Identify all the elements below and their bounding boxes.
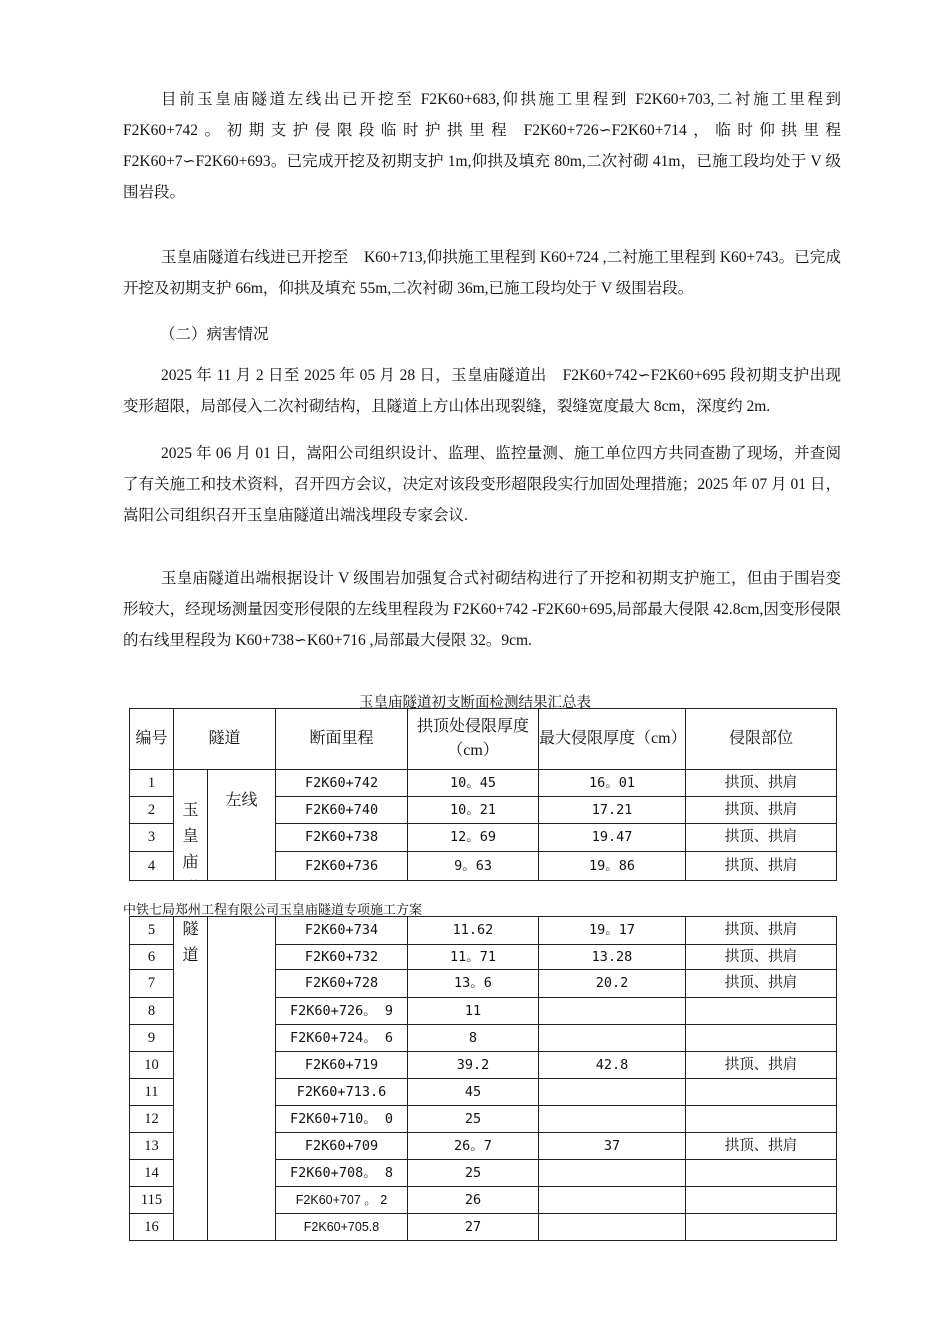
row-part: 拱顶、拱肩 (686, 824, 837, 852)
page-footer: 中铁七局郑州工程有限公司玉皇庙隧道专项施工方案 (123, 902, 423, 917)
row-max: 17.21 (539, 797, 686, 824)
line-name-cell: 左线 (208, 770, 276, 881)
row-crown: 27 (408, 1214, 539, 1241)
row-max: 16。01 (539, 770, 686, 797)
row-max: 19.47 (539, 824, 686, 852)
row-part: 拱顶、拱肩 (686, 797, 837, 824)
row-section: F2K60+709 (276, 1133, 408, 1160)
row-crown: 26。7 (408, 1133, 539, 1160)
row-crown: 25 (408, 1106, 539, 1133)
row-part (686, 1160, 837, 1187)
row-part: 拱顶、拱肩 (686, 1052, 837, 1079)
tunnel-name-cell: 玉皇庙 (174, 770, 208, 881)
paragraph-defect-description: 2025 年 11 月 2 日至 2025 年 05 月 28 日，玉皇庙隧道出 F2K60+742∽F2K60+695 段初期支护出现变形超限，局部侵入二次衬砌结构，且隧道上方山体出现裂缝，裂缝宽度最大 8cm，深度约 2m. (123, 367, 841, 415)
table-title: 玉皇庙隧道初支断面检测结果汇总表 (359, 695, 591, 711)
row-section: F2K60+705.8 (276, 1214, 408, 1241)
row-crown: 13。6 (408, 970, 539, 998)
header-section: 断面里程 (276, 709, 408, 770)
row-crown: 10。21 (408, 797, 539, 824)
row-part: 拱顶、拱肩 (686, 1133, 837, 1160)
row-no: 2 (130, 797, 174, 824)
header-part: 侵限部位 (686, 709, 837, 770)
header-no: 编号 (130, 709, 174, 770)
tunnel-name-continued-cell: 隧道 (174, 917, 208, 1241)
row-section: F2K60+732 (276, 945, 408, 970)
row-section: F2K60+742 (276, 770, 408, 797)
row-max (539, 1106, 686, 1133)
row-part: 拱顶、拱肩 (686, 770, 837, 797)
row-crown: 8 (408, 1025, 539, 1052)
row-part (686, 1106, 837, 1133)
row-no: 1 (130, 770, 174, 797)
row-part (686, 1025, 837, 1052)
row-part (686, 1187, 837, 1214)
row-max (539, 1160, 686, 1187)
row-max: 13.28 (539, 945, 686, 970)
row-max: 19。86 (539, 852, 686, 881)
row-no: 115 (130, 1187, 174, 1214)
header-crown-thickness: 拱顶处侵限厚度（cm） (408, 709, 539, 770)
inspection-table-part1 (129, 708, 837, 881)
row-crown: 10。45 (408, 770, 539, 797)
row-no: 13 (130, 1133, 174, 1160)
row-section: F2K60+719 (276, 1052, 408, 1079)
row-max: 37 (539, 1133, 686, 1160)
row-section: F2K60+726。 9 (276, 998, 408, 1025)
row-section: F2K60+713.6 (276, 1079, 408, 1106)
row-max (539, 1187, 686, 1214)
header-max-thickness: 最大侵限厚度（cm） (539, 709, 686, 770)
row-max: 42.8 (539, 1052, 686, 1079)
row-crown: 12。69 (408, 824, 539, 852)
row-no: 14 (130, 1160, 174, 1187)
row-max (539, 1214, 686, 1241)
row-no: 10 (130, 1052, 174, 1079)
row-no: 4 (130, 852, 174, 881)
inspection-table-part2 (129, 916, 837, 1241)
row-no: 11 (130, 1079, 174, 1106)
row-part (686, 1214, 837, 1241)
row-no: 9 (130, 1025, 174, 1052)
row-part (686, 1079, 837, 1106)
row-max: 20.2 (539, 970, 686, 998)
row-no: 8 (130, 998, 174, 1025)
row-crown: 26 (408, 1187, 539, 1214)
header-tunnel: 隧道 (174, 709, 276, 770)
row-crown: 45 (408, 1079, 539, 1106)
row-section: F2K60+738 (276, 824, 408, 852)
row-no: 12 (130, 1106, 174, 1133)
row-section: F2K60+708。 8 (276, 1160, 408, 1187)
row-part: 拱顶、拱肩 (686, 917, 837, 945)
row-crown: 11.62 (408, 917, 539, 945)
row-part: 拱顶、拱肩 (686, 852, 837, 881)
paragraph-inspection-meeting: 2025 年 06 月 01 日，嵩阳公司组织设计、监理、监控量测、施工单位四方共同查勘了现场，并查阅了有关施工和技术资料，召开四方会议，决定对该段变形超限段实行加固处理措施；2025 年 07 月 01 日，嵩阳公司组织召开玉皇庙隧道出端浅埋段专家会议. (123, 445, 841, 524)
row-part: 拱顶、拱肩 (686, 945, 837, 970)
row-section: F2K60+734 (276, 917, 408, 945)
row-section: F2K60+740 (276, 797, 408, 824)
section-heading: （二）病害情况 (160, 326, 269, 343)
row-max (539, 998, 686, 1025)
row-max (539, 1025, 686, 1052)
row-crown: 25 (408, 1160, 539, 1187)
row-part: 拱顶、拱肩 (686, 970, 837, 998)
row-crown: 39.2 (408, 1052, 539, 1079)
row-no: 3 (130, 824, 174, 852)
row-max: 19。17 (539, 917, 686, 945)
row-crown: 9。63 (408, 852, 539, 881)
paragraph-deformation-range: 玉皇庙隧道出端根据设计 V 级围岩加强复合式衬砌结构进行了开挖和初期支护施工，但由于围岩变形较大，经现场测量因变形侵限的左线里程段为 F2K60+742 -F2K60+695,局部最大侵限 42.8cm,因变形侵限的右线里程段为 K60+738∽K60+716 ,局部最大侵限 32。9cm. (123, 570, 841, 649)
row-no: 6 (130, 945, 174, 970)
row-max (539, 1079, 686, 1106)
row-no: 16 (130, 1214, 174, 1241)
row-crown: 11 (408, 998, 539, 1025)
line-name-continued-cell (208, 917, 276, 1241)
row-section: F2K60+707 。 2 (276, 1187, 408, 1214)
row-no: 7 (130, 970, 174, 998)
row-section: F2K60+710。 0 (276, 1106, 408, 1133)
row-crown: 11。71 (408, 945, 539, 970)
row-section: F2K60+736 (276, 852, 408, 881)
paragraph-left-line-progress: 目前玉皇庙隧道左线出已开挖至 F2K60+683,仰拱施工里程到 F2K60+703,二衬施工里程到 F2K60+742。初期支护侵限段临时护拱里程 F2K60+726∽F2K60+714，临时仰拱里程 F2K60+7∽F2K60+693。已完成开挖及初期支护 1m,仰拱及填充 80m,二次衬砌 41m，已施工段均处于 V 级围岩段。 (123, 91, 841, 201)
row-section: F2K60+724。 6 (276, 1025, 408, 1052)
row-part (686, 998, 837, 1025)
paragraph-right-line-progress: 玉皇庙隧道右线进已开挖至 K60+713,仰拱施工里程到 K60+724 ,二衬施工里程到 K60+743。已完成开挖及初期支护 66m，仰拱及填充 55m,二次衬砌 36m,已施工段均处于 V 级围岩段。 (123, 249, 841, 297)
row-no: 5 (130, 917, 174, 945)
row-section: F2K60+728 (276, 970, 408, 998)
